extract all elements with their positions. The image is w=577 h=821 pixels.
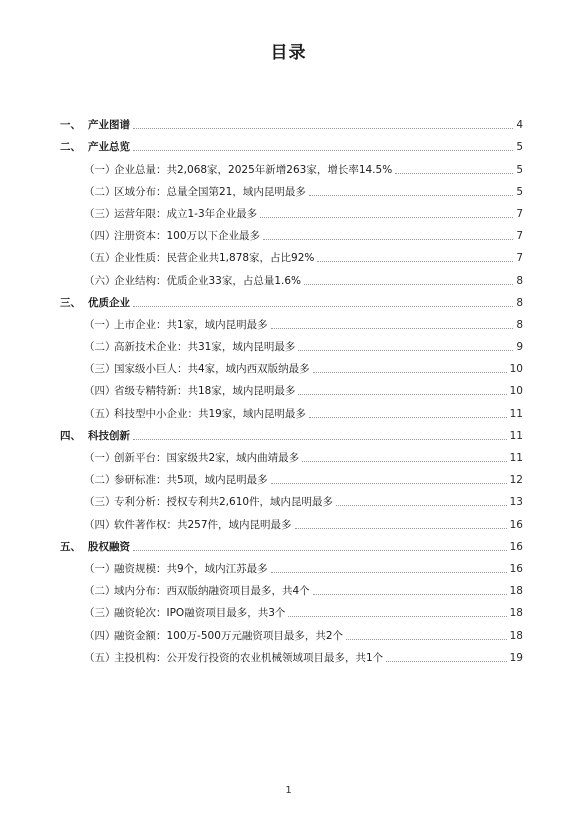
toc-entry-number: （二） bbox=[84, 185, 116, 198]
toc-entry-number: （五） bbox=[84, 252, 116, 265]
toc-subsection-entry[interactable] bbox=[60, 643, 523, 665]
toc-entry-number: 四、 bbox=[60, 429, 81, 442]
toc-subsection-entry[interactable] bbox=[60, 177, 523, 199]
toc-entry-title: 高新技术企业：共31家，域内昆明最多 bbox=[114, 341, 296, 354]
toc-entry-title: 主投机构：公开发行投资的农业机械领域项目最多，共1个 bbox=[114, 651, 384, 664]
toc-entry-number: （三） bbox=[84, 207, 116, 220]
toc-entry-page: 5 bbox=[516, 163, 523, 176]
toc-entry-number: （四） bbox=[84, 385, 116, 398]
toc-dot-leader bbox=[309, 417, 507, 418]
toc-entry-page: 8 bbox=[516, 296, 523, 309]
toc-entry-page: 5 bbox=[516, 141, 523, 154]
toc-entry-title: 企业总量：共2,068家，2025年新增263家，增长率14.5% bbox=[114, 163, 393, 176]
toc-entry-number: （一） bbox=[84, 163, 116, 176]
toc-entry-number: （一） bbox=[84, 452, 116, 464]
toc-dot-leader bbox=[271, 483, 507, 484]
toc-entry-page: 11 bbox=[509, 429, 523, 442]
toc-entry-title: 软件著作权：共257件，域内昆明最多 bbox=[114, 518, 292, 531]
toc-entry-page: 16 bbox=[509, 518, 523, 531]
toc-subsection-entry[interactable] bbox=[60, 487, 523, 509]
toc-entry-page: 4 bbox=[516, 119, 523, 132]
toc-dot-leader bbox=[395, 173, 513, 174]
toc-dot-leader bbox=[317, 261, 513, 262]
toc-subsection-entry[interactable] bbox=[60, 576, 523, 598]
toc-entry-title: 融资轮次：IPO融资项目最多，共3个 bbox=[114, 607, 286, 620]
toc-entry-page: 19 bbox=[509, 651, 523, 664]
toc-entry-page: 18 bbox=[509, 607, 523, 620]
toc-subsection-entry[interactable] bbox=[60, 443, 523, 465]
toc-section-entry[interactable] bbox=[60, 532, 523, 554]
toc-entry-number: （三） bbox=[84, 607, 116, 620]
toc-entry-title: 科技创新 bbox=[88, 429, 130, 442]
toc-entry-title: 产业图谱 bbox=[88, 119, 130, 132]
toc-entry-page: 10 bbox=[509, 385, 523, 398]
toc-subsection-entry[interactable] bbox=[60, 620, 523, 642]
toc-entry-page: 8 bbox=[516, 274, 523, 287]
toc-entry-title: 注册资本：100万以下企业最多 bbox=[114, 230, 261, 243]
toc-subsection-entry[interactable] bbox=[60, 354, 523, 376]
toc-dot-leader bbox=[133, 550, 507, 551]
toc-subsection-entry[interactable] bbox=[60, 221, 523, 243]
toc-dot-leader bbox=[298, 394, 506, 395]
toc-subsection-entry[interactable] bbox=[60, 310, 523, 332]
toc-entry-number: 五、 bbox=[60, 540, 81, 553]
toc-entry-page: 9 bbox=[516, 341, 523, 354]
toc-section-entry[interactable] bbox=[60, 421, 523, 443]
toc-dot-leader bbox=[288, 616, 506, 617]
toc-entry-title: 优质企业 bbox=[88, 296, 130, 309]
toc-entry-page: 10 bbox=[509, 363, 523, 376]
toc-entry-page: 11 bbox=[509, 452, 523, 464]
toc-entry-title: 产业总览 bbox=[88, 141, 130, 154]
toc-dot-leader bbox=[313, 594, 507, 595]
toc-entry-number: （三） bbox=[84, 363, 116, 376]
toc-dot-leader bbox=[133, 128, 513, 129]
toc-entry-number: （三） bbox=[84, 496, 116, 509]
toc-entry-title: 企业结构：优质企业33家，占总量1.6% bbox=[114, 274, 302, 287]
toc-entry-title: 融资规模：共9个，域内江苏最多 bbox=[114, 562, 268, 575]
toc-entry-page: 7 bbox=[516, 207, 523, 220]
toc-entry-page: 11 bbox=[509, 407, 523, 420]
toc-entry-title: 省级专精特新：共18家，域内昆明最多 bbox=[114, 385, 296, 398]
toc-entry-number: 一、 bbox=[60, 119, 81, 132]
toc-dot-leader bbox=[336, 505, 507, 506]
toc-entry-number: （二） bbox=[84, 474, 116, 487]
toc-entry-title: 融资金额：100万-500万元融资项目最多，共2个 bbox=[114, 629, 344, 642]
toc-entry-page: 16 bbox=[509, 562, 523, 575]
toc-subsection-entry[interactable] bbox=[60, 598, 523, 620]
toc-dot-leader bbox=[260, 217, 513, 218]
toc-dot-leader bbox=[133, 150, 513, 151]
toc-dot-leader bbox=[346, 639, 507, 640]
toc-entry-title: 企业性质：民营企业共1,878家，占比92% bbox=[114, 252, 315, 265]
toc-section-entry[interactable] bbox=[60, 288, 523, 310]
toc-dot-leader bbox=[304, 284, 513, 285]
toc-entry-page: 7 bbox=[516, 252, 523, 265]
toc-subsection-entry[interactable] bbox=[60, 332, 523, 354]
page-number: 1 bbox=[285, 785, 292, 796]
toc-dot-leader bbox=[313, 372, 507, 373]
toc-dot-leader bbox=[133, 439, 507, 440]
toc-entry-title: 股权融资 bbox=[88, 540, 130, 553]
toc-section-entry[interactable] bbox=[60, 110, 523, 132]
toc-entry-number: （四） bbox=[84, 518, 116, 531]
toc-subsection-entry[interactable] bbox=[60, 199, 523, 221]
toc-entry-page: 8 bbox=[516, 318, 523, 331]
toc-dot-leader bbox=[309, 195, 513, 196]
toc-dot-leader bbox=[298, 350, 513, 351]
toc-entry-number: （六） bbox=[84, 274, 116, 287]
toc-entry-page: 18 bbox=[509, 629, 523, 642]
toc-dot-leader bbox=[386, 661, 506, 662]
toc-subsection-entry[interactable] bbox=[60, 376, 523, 398]
toc-entry-title: 创新平台：国家级共2家，域内曲靖最多 bbox=[114, 452, 300, 464]
toc-entry-number: 三、 bbox=[60, 296, 81, 309]
toc-entry-number: （四） bbox=[84, 230, 116, 243]
toc-entry-title: 上市企业：共1家，域内昆明最多 bbox=[114, 318, 268, 331]
toc-subsection-entry[interactable] bbox=[60, 509, 523, 531]
toc-dot-leader bbox=[295, 528, 507, 529]
toc-entry-page: 12 bbox=[509, 474, 523, 487]
toc-entry-number: （二） bbox=[84, 585, 116, 598]
toc-subsection-entry[interactable] bbox=[60, 154, 523, 176]
toc-entry-title: 国家级小巨人：共4家，域内西双版纳最多 bbox=[114, 363, 310, 376]
toc-entry-page: 18 bbox=[509, 585, 523, 598]
toc-entry-page: 13 bbox=[509, 496, 523, 509]
toc-entry-page: 16 bbox=[509, 540, 523, 553]
toc-subsection-entry[interactable] bbox=[60, 398, 523, 420]
toc-entry-title: 科技型中小企业：共19家，域内昆明最多 bbox=[114, 407, 306, 420]
toc-dot-leader bbox=[271, 572, 507, 573]
toc-dot-leader bbox=[271, 328, 514, 329]
toc-subsection-entry[interactable] bbox=[60, 465, 523, 487]
toc-entry-page: 7 bbox=[516, 230, 523, 243]
toc-entry-title: 区域分布：总量全国第21，域内昆明最多 bbox=[114, 185, 306, 198]
toc-entry-number: （五） bbox=[84, 407, 116, 420]
toc-subsection-entry[interactable] bbox=[60, 554, 523, 576]
toc-entry-title: 运营年限：成立1-3年企业最多 bbox=[114, 207, 258, 220]
toc-entry-number: （一） bbox=[84, 318, 116, 331]
page-title: 目录 bbox=[270, 43, 307, 63]
toc-section-entry[interactable] bbox=[60, 132, 523, 154]
toc-entry-title: 专利分析：授权专利共2,610件，域内昆明最多 bbox=[114, 496, 334, 509]
toc-entry-number: （一） bbox=[84, 562, 116, 575]
toc-entry-number: （二） bbox=[84, 341, 116, 354]
toc-dot-leader bbox=[263, 239, 513, 240]
toc-subsection-entry[interactable] bbox=[60, 243, 523, 265]
toc-subsection-entry[interactable] bbox=[60, 265, 523, 287]
toc-entry-page: 5 bbox=[516, 185, 523, 198]
toc-dot-leader bbox=[302, 461, 506, 462]
toc-dot-leader bbox=[133, 306, 513, 307]
toc-entry-number: 二、 bbox=[60, 141, 81, 154]
toc-entry-title: 域内分布：西双版纳融资项目最多，共4个 bbox=[114, 585, 310, 598]
toc-entry-number: （四） bbox=[84, 629, 116, 642]
table-of-contents bbox=[60, 110, 523, 665]
toc-entry-number: （五） bbox=[84, 651, 116, 664]
toc-entry-title: 参研标准：共5项，域内昆明最多 bbox=[114, 474, 268, 487]
